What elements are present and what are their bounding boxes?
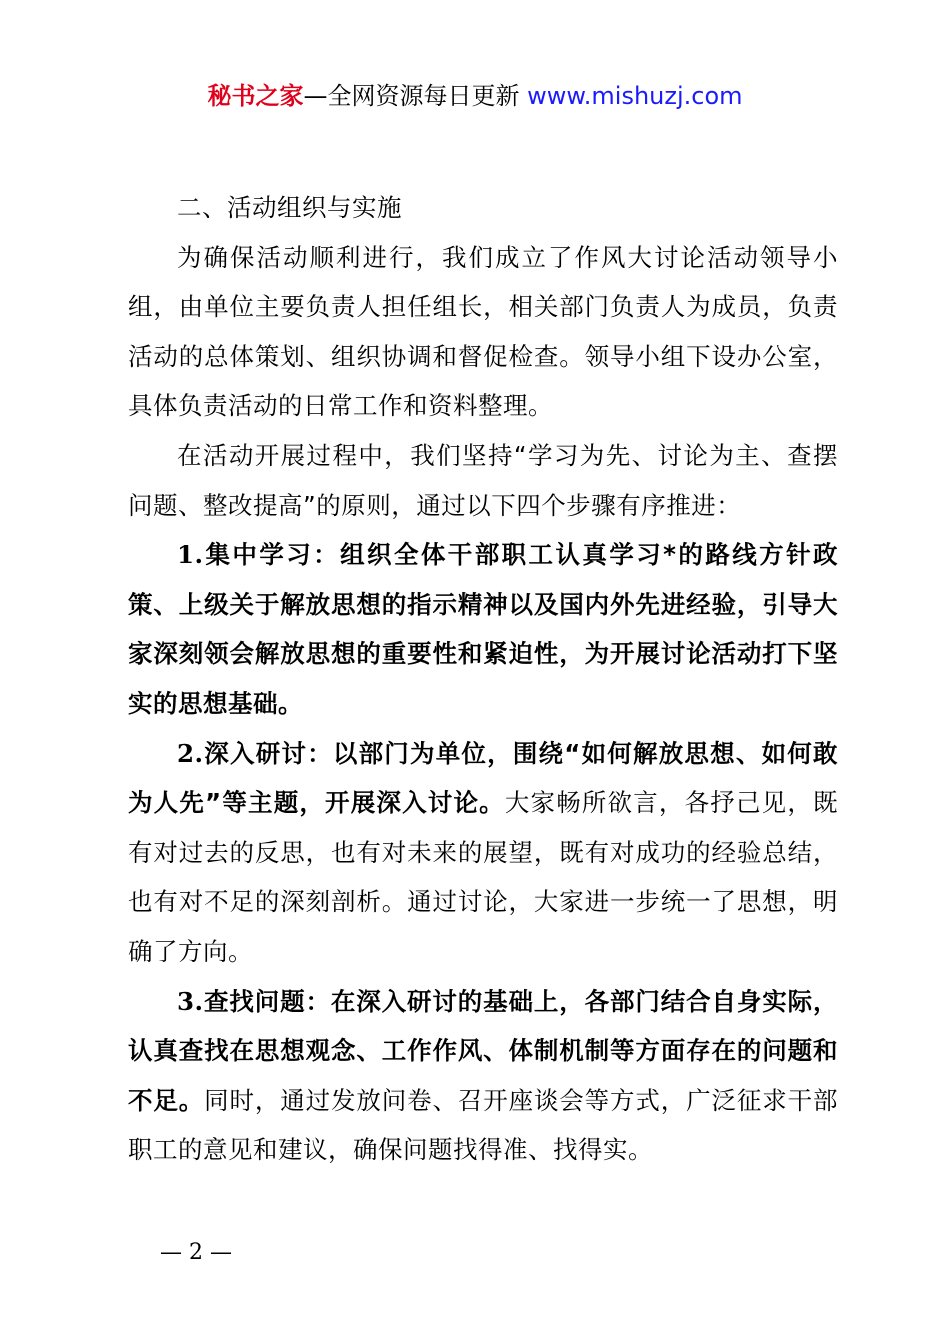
site-header	[0, 80, 950, 112]
step-3-paragraph	[128, 977, 838, 1175]
step-2-normal-text: 大家畅所欲言，各抒己见，既有对过去的反思，也有对未来的展望，既有对成功的经验总结，也有对不足的深刻剖析。通过讨论，大家进一步统一了思想，明确了方向。	[128, 788, 839, 966]
step-1-bold-text: 集中学习：组织全体干部职工认真学习*的路线方针政策、上级关于解放思想的指示精神以及国内外先进经验，引导大家深刻领会解放思想的重要性和紧迫性，为开展讨论活动打下坚实的思想基础。	[128, 540, 838, 718]
site-url-link[interactable]: www.mishuzj.com	[527, 82, 743, 110]
paragraph-principles: 在活动开展过程中，我们坚持“学习为先、讨论为主、查摆问题、整改提高”的原则，通过以下四个步骤有序推进：	[128, 440, 838, 520]
page-number: — 2 —	[160, 1240, 232, 1265]
step-2-paragraph	[128, 729, 838, 977]
site-slogan: —全网资源每日更新	[303, 82, 528, 110]
step-3-bold-text: 查找问题：在深入研讨的基础上，各部门结合自身实际，认真查找在思想观念、工作作风、体制机制等方面存在的问题和不足。	[128, 986, 838, 1115]
section-title: 二、活动组织与实施	[177, 193, 402, 222]
step-3-number: 3.	[177, 986, 204, 1016]
step-1-number: 1.	[177, 540, 204, 570]
paragraph-organization: 为确保活动顺利进行，我们成立了作风大讨论活动领导小组，由单位主要负责人担任组长，相关部门负责人为成员，负责活动的总体策划、组织协调和督促检查。领导小组下设办公室，具体负责活动的日常工作和资料整理。	[128, 242, 838, 421]
step-2-number: 2.	[177, 738, 204, 768]
document-body	[128, 183, 838, 1175]
site-brand: 秘书之家	[207, 82, 304, 110]
step-2-bold-text: 深入研讨：以部门为单位，围绕“如何解放思想、如何敢为人先”等主题，开展深入讨论。	[128, 738, 838, 818]
step-1-paragraph	[128, 530, 838, 728]
step-3-normal-text: 同时，通过发放问卷、召开座谈会等方式，广泛征求干部职工的意见和建议，确保问题找得准、找得实。	[128, 1085, 839, 1165]
